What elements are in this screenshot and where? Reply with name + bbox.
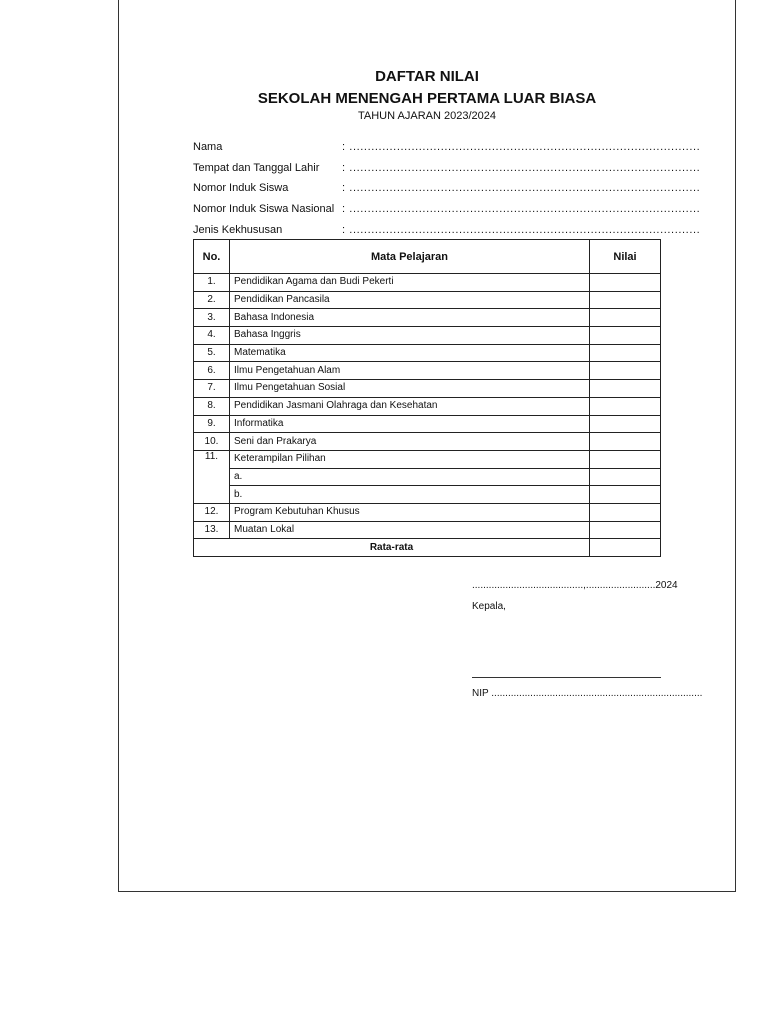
subject-name: Keterampilan Pilihan [230, 450, 590, 468]
row-number: 9. [194, 415, 230, 433]
identity-row-nis [193, 181, 701, 202]
subject-name: Bahasa Indonesia [230, 309, 590, 327]
subject-name: Seni dan Prakarya [230, 433, 590, 451]
grade-cell [590, 450, 661, 468]
identity-fill-line: : ................................................................................................ [342, 203, 701, 216]
grade-cell [590, 380, 661, 398]
grade-cell [590, 468, 661, 486]
row-number: 7. [194, 380, 230, 398]
grade-cell [590, 486, 661, 504]
column-header-subject: Mata Pelajaran [230, 240, 590, 274]
row-number: 13. [194, 521, 230, 539]
subject-name: Matematika [230, 344, 590, 362]
table-row [194, 521, 661, 539]
column-header-value: Nilai [590, 240, 661, 274]
table-header-row [194, 240, 661, 274]
student-identity [193, 140, 701, 243]
identity-fill-line: : ................................................................................................ [342, 182, 701, 195]
grade-cell [590, 397, 661, 415]
column-header-no: No. [194, 240, 230, 274]
identity-label: Nomor Induk Siswa [193, 182, 289, 195]
identity-row-nisn [193, 202, 701, 223]
table-row [194, 309, 661, 327]
row-number: 11. [194, 450, 230, 503]
subject-name: Program Kebutuhan Khusus [230, 503, 590, 521]
row-number: 5. [194, 344, 230, 362]
grade-cell [590, 415, 661, 433]
table-row [194, 380, 661, 398]
signature-line [472, 677, 661, 678]
grade-cell [590, 291, 661, 309]
identity-row-name [193, 140, 701, 161]
table-row [194, 433, 661, 451]
identity-label: Nama [193, 141, 223, 153]
grade-cell [590, 344, 661, 362]
row-number: 12. [194, 503, 230, 521]
table-row [194, 327, 661, 345]
row-number: 2. [194, 291, 230, 309]
identity-label: Nomor Induk Siswa Nasional [193, 203, 335, 216]
grade-cell [590, 521, 661, 539]
average-row [194, 539, 661, 557]
subject-name: Informatika [230, 415, 590, 433]
average-value-cell [590, 539, 661, 557]
grade-cell [590, 274, 661, 292]
school-name: SEKOLAH MENENGAH PERTAMA LUAR BIASA [257, 90, 597, 107]
table-subrow [194, 468, 661, 486]
subject-name: Pendidikan Pancasila [230, 291, 590, 309]
subject-name: Ilmu Pengetahuan Alam [230, 362, 590, 380]
table-subrow [194, 486, 661, 504]
table-row [194, 397, 661, 415]
table-row [194, 415, 661, 433]
identity-fill-line: : ................................................................................................ [342, 141, 701, 153]
identity-fill-line: : ................................................................................................ [342, 161, 701, 174]
grade-cell [590, 503, 661, 521]
row-number: 10. [194, 433, 230, 451]
table-row [194, 274, 661, 292]
table-row [194, 503, 661, 521]
table-row [194, 362, 661, 380]
subject-subitem: b. [230, 486, 590, 504]
table-row [194, 291, 661, 309]
signature-date-line: ........................................,.........................2024 [472, 580, 678, 591]
grade-cell [590, 327, 661, 345]
identity-label: Tempat dan Tanggal Lahir [193, 161, 320, 174]
subject-name: Ilmu Pengetahuan Sosial [230, 380, 590, 398]
subject-subitem: a. [230, 468, 590, 486]
signature-nip: NIP ............................................................................ [472, 688, 703, 699]
grade-cell [590, 433, 661, 451]
subject-name: Bahasa Inggris [230, 327, 590, 345]
grades-table [193, 239, 661, 557]
average-label: Rata-rata [194, 539, 590, 557]
row-number: 6. [194, 362, 230, 380]
subject-name: Muatan Lokal [230, 521, 590, 539]
subject-name: Pendidikan Jasmani Olahraga dan Kesehatan [230, 397, 590, 415]
row-number: 8. [194, 397, 230, 415]
table-row [194, 450, 661, 468]
table-row [194, 344, 661, 362]
identity-fill-line: : ................................................................................................ [342, 223, 701, 236]
signature-role: Kepala, [472, 601, 506, 612]
subject-name: Pendidikan Agama dan Budi Pekerti [230, 274, 590, 292]
academic-year: TAHUN AJARAN 2023/2024 [358, 110, 496, 122]
identity-label: Jenis Kekhususan [193, 223, 283, 236]
document-title: DAFTAR NILAI [375, 68, 479, 85]
grade-cell [590, 309, 661, 327]
row-number: 4. [194, 327, 230, 345]
grade-cell [590, 362, 661, 380]
identity-row-birth [193, 161, 701, 182]
row-number: 3. [194, 309, 230, 327]
row-number: 1. [194, 274, 230, 292]
